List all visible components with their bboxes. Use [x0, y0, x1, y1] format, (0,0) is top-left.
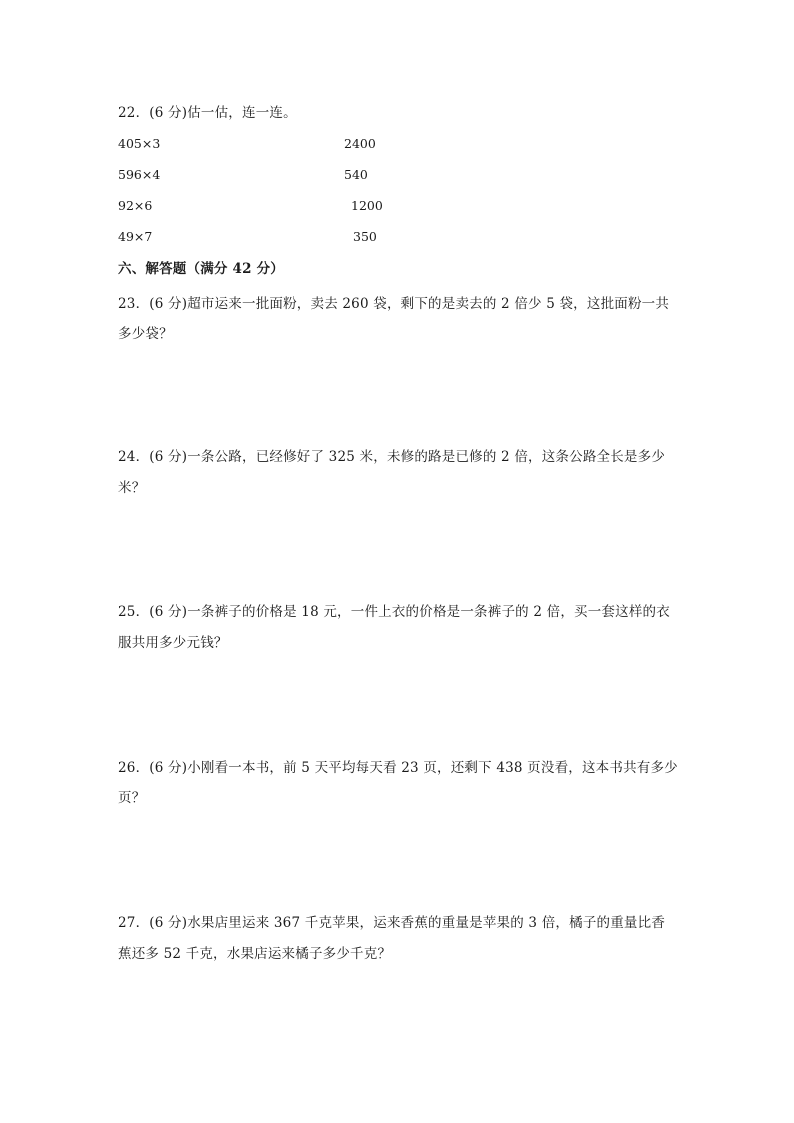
question-23-line-1: 23．(6 分)超市运来一批面粉，卖去 260 袋，剩下的是卖去的 2 倍少 5 袋，这批面粉一共 [118, 296, 670, 312]
q22-left-item-2: 596×4 [118, 167, 161, 182]
q22-left-item-3: 92×6 [118, 198, 153, 213]
q22-right-item-1: 2400 [344, 136, 376, 151]
question-25-line-1: 25．(6 分)一条裤子的价格是 18 元，一件上衣的价格是一条裤子的 2 倍，买一套这样的衣 [118, 604, 670, 620]
question-25-line-2: 服共用多少元钱？ [118, 635, 228, 651]
question-24-line-1: 24．(6 分)一条公路，已经修好了 325 米，未修的路是已修的 2 倍，这条公路全长是多少 [118, 449, 666, 465]
q22-left-item-1: 405×3 [118, 136, 161, 151]
section-6-heading: 六、解答题（满分 42 分） [118, 261, 284, 277]
q22-right-item-2: 540 [344, 167, 368, 182]
question-26-line-1: 26．(6 分)小刚看一本书，前 5 天平均每天看 23 页，还剩下 438 页没看，这本书共有多少 [118, 760, 678, 776]
question-22-title: 22．(6 分)估一估，连一连。 [118, 105, 297, 121]
question-24-line-2: 米？ [118, 480, 146, 496]
question-23-line-2: 多少袋？ [118, 326, 173, 342]
question-27-line-1: 27．(6 分)水果店里运来 367 千克苹果，运来香蕉的重量是苹果的 3 倍，橘子的重量比香 [118, 915, 666, 931]
q22-right-item-4: 350 [353, 229, 377, 244]
q22-right-item-3: 1200 [351, 198, 383, 213]
q22-left-item-4: 49×7 [118, 229, 153, 244]
question-26-line-2: 页？ [118, 790, 146, 806]
question-27-line-2: 蕉还多 52 千克，水果店运来橘子多少千克？ [118, 946, 392, 962]
